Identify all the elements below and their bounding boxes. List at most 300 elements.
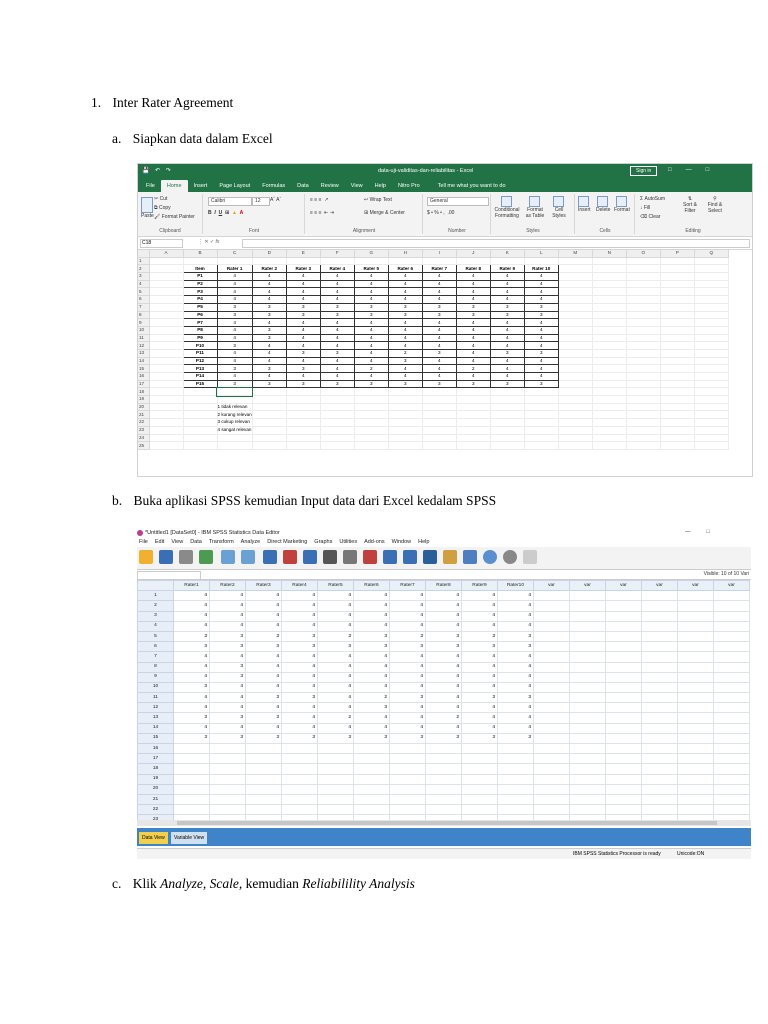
- data-cell[interactable]: 4: [426, 662, 462, 672]
- sheet-cell[interactable]: [660, 273, 694, 281]
- sheet-cell[interactable]: 4: [422, 280, 456, 288]
- data-cell[interactable]: [714, 662, 750, 672]
- sheet-cell[interactable]: Rater 1: [217, 265, 252, 273]
- data-cell[interactable]: [498, 744, 534, 754]
- data-cell[interactable]: [498, 764, 534, 774]
- data-cell[interactable]: 4: [318, 693, 354, 703]
- sheet-cell[interactable]: [660, 419, 694, 427]
- sheet-cell[interactable]: [694, 396, 728, 404]
- sheet-cell[interactable]: Rater 4: [320, 265, 354, 273]
- spss-menu-help[interactable]: Help: [418, 539, 430, 545]
- data-cell[interactable]: 4: [354, 601, 390, 611]
- sheet-cell[interactable]: 4: [524, 334, 558, 342]
- data-cell[interactable]: 3: [210, 672, 246, 682]
- sheet-cell[interactable]: P2: [183, 280, 217, 288]
- data-cell[interactable]: [570, 693, 606, 703]
- data-cell[interactable]: [570, 652, 606, 662]
- row-header[interactable]: 9: [138, 319, 149, 327]
- data-cell[interactable]: [210, 805, 246, 815]
- spss-menu-edit[interactable]: Edit: [154, 539, 165, 545]
- data-cell[interactable]: [714, 703, 750, 713]
- data-cell[interactable]: 4: [174, 601, 210, 611]
- insert-variable-icon[interactable]: [383, 550, 397, 564]
- data-cell[interactable]: [534, 764, 570, 774]
- sheet-cell[interactable]: 4: [320, 334, 354, 342]
- sheet-cell[interactable]: [558, 273, 592, 281]
- grid-corner[interactable]: [138, 581, 174, 591]
- data-cell[interactable]: [210, 784, 246, 794]
- sheet-cell[interactable]: [660, 365, 694, 373]
- data-cell[interactable]: [534, 652, 570, 662]
- save-icon[interactable]: [159, 550, 173, 564]
- data-cell[interactable]: [606, 591, 642, 601]
- sheet-cell[interactable]: [694, 380, 728, 388]
- sheet-cell[interactable]: 4: [490, 342, 524, 350]
- sheet-cell[interactable]: [558, 342, 592, 350]
- data-cell[interactable]: [714, 621, 750, 631]
- sheet-cell[interactable]: [592, 434, 626, 442]
- variable-column-header[interactable]: var: [714, 581, 750, 591]
- data-cell[interactable]: 4: [282, 713, 318, 723]
- sheet-cell[interactable]: 4: [422, 273, 456, 281]
- sheet-cell[interactable]: [490, 411, 524, 419]
- data-cell[interactable]: [678, 601, 714, 611]
- case-number[interactable]: 15: [138, 733, 174, 743]
- sheet-cell[interactable]: [320, 419, 354, 427]
- sheet-cell[interactable]: 3: [524, 303, 558, 311]
- sheet-cell[interactable]: 4: [354, 273, 388, 281]
- split-file-icon[interactable]: [403, 550, 417, 564]
- data-cell[interactable]: [678, 652, 714, 662]
- sheet-cell[interactable]: 4: [490, 357, 524, 365]
- data-cell[interactable]: 3: [174, 682, 210, 692]
- data-cell[interactable]: 3: [174, 631, 210, 641]
- sheet-cell[interactable]: [592, 280, 626, 288]
- sheet-cell[interactable]: [558, 411, 592, 419]
- sheet-cell[interactable]: [592, 365, 626, 373]
- column-header[interactable]: O: [626, 250, 660, 257]
- sheet-cell[interactable]: 3: [217, 311, 252, 319]
- sheet-cell[interactable]: [149, 442, 183, 450]
- sheet-cell[interactable]: 4: [354, 349, 388, 357]
- data-cell[interactable]: 4: [390, 621, 426, 631]
- align-top-icons[interactable]: ≡ ≡ ≡ ↗: [310, 197, 329, 203]
- sheet-cell[interactable]: [694, 426, 728, 434]
- data-cell[interactable]: 4: [246, 591, 282, 601]
- data-cell[interactable]: [390, 764, 426, 774]
- sheet-cell[interactable]: [524, 403, 558, 411]
- data-cell[interactable]: [534, 672, 570, 682]
- sheet-cell[interactable]: P12: [183, 357, 217, 365]
- spss-menu-data[interactable]: Data: [190, 539, 202, 545]
- data-cell[interactable]: [174, 774, 210, 784]
- data-cell[interactable]: [390, 774, 426, 784]
- sheet-cell[interactable]: 4: [217, 357, 252, 365]
- sheet-cell[interactable]: [558, 334, 592, 342]
- sheet-cell[interactable]: 4: [456, 288, 490, 296]
- sheet-cell[interactable]: [490, 388, 524, 396]
- case-number[interactable]: 3: [138, 611, 174, 621]
- excel-tab-home[interactable]: Home: [161, 180, 188, 192]
- sheet-cell[interactable]: 3: [286, 365, 320, 373]
- delete-cells-button[interactable]: Delete: [596, 196, 610, 213]
- data-cell[interactable]: 4: [318, 621, 354, 631]
- sheet-cell[interactable]: [149, 403, 183, 411]
- data-cell[interactable]: [714, 784, 750, 794]
- data-cell[interactable]: [714, 713, 750, 723]
- data-cell[interactable]: [606, 682, 642, 692]
- sheet-cell[interactable]: [456, 434, 490, 442]
- sheet-cell[interactable]: [626, 280, 660, 288]
- sheet-cell[interactable]: 4: [252, 349, 286, 357]
- sheet-cell[interactable]: 3: [286, 349, 320, 357]
- row-header[interactable]: 24: [138, 434, 149, 442]
- data-cell[interactable]: [282, 794, 318, 804]
- sheet-cell[interactable]: [456, 442, 490, 450]
- sheet-cell[interactable]: [354, 403, 388, 411]
- data-cell[interactable]: [714, 794, 750, 804]
- data-cell[interactable]: 4: [354, 591, 390, 601]
- row-header[interactable]: 3: [138, 273, 149, 281]
- sheet-cell[interactable]: 4: [252, 319, 286, 327]
- formula-input[interactable]: [242, 239, 750, 248]
- sheet-cell[interactable]: [558, 403, 592, 411]
- sheet-cell[interactable]: [183, 419, 217, 427]
- sheet-cell[interactable]: 4: [524, 319, 558, 327]
- column-header[interactable]: I: [422, 250, 456, 257]
- data-cell[interactable]: 4: [318, 591, 354, 601]
- data-cell[interactable]: [462, 805, 498, 815]
- sheet-cell[interactable]: 4: [286, 288, 320, 296]
- sheet-cell[interactable]: 4: [286, 342, 320, 350]
- sheet-cell[interactable]: 4: [252, 373, 286, 381]
- data-cell[interactable]: [570, 754, 606, 764]
- variable-column-header[interactable]: var: [678, 581, 714, 591]
- data-cell[interactable]: [570, 682, 606, 692]
- data-cell[interactable]: [570, 611, 606, 621]
- sheet-cell[interactable]: [524, 388, 558, 396]
- sheet-cell[interactable]: P4: [183, 296, 217, 304]
- data-cell[interactable]: [426, 794, 462, 804]
- data-cell[interactable]: [246, 744, 282, 754]
- sheet-cell[interactable]: 3: [320, 349, 354, 357]
- data-cell[interactable]: 3: [246, 733, 282, 743]
- sheet-cell[interactable]: [694, 334, 728, 342]
- row-header[interactable]: 25: [138, 442, 149, 450]
- sheet-cell[interactable]: [626, 342, 660, 350]
- sheet-cell[interactable]: [694, 296, 728, 304]
- sheet-cell[interactable]: 4: [354, 357, 388, 365]
- data-cell[interactable]: [678, 754, 714, 764]
- data-cell[interactable]: [642, 774, 678, 784]
- data-cell[interactable]: 4: [498, 723, 534, 733]
- sheet-cell[interactable]: [320, 257, 354, 265]
- row-header[interactable]: 10: [138, 326, 149, 334]
- case-number[interactable]: 16: [138, 744, 174, 754]
- sheet-cell[interactable]: 3: [524, 380, 558, 388]
- data-cell[interactable]: [318, 744, 354, 754]
- spss-menu-utilities[interactable]: Utilities: [339, 539, 358, 545]
- data-cell[interactable]: [462, 784, 498, 794]
- sheet-cell[interactable]: 4: [354, 288, 388, 296]
- column-header[interactable]: E: [286, 250, 320, 257]
- number-format-icons[interactable]: $ • % • , .00: [427, 210, 455, 216]
- data-cell[interactable]: 4: [426, 621, 462, 631]
- data-cell[interactable]: [282, 774, 318, 784]
- sheet-cell[interactable]: Item: [183, 265, 217, 273]
- data-cell[interactable]: [534, 794, 570, 804]
- sheet-cell[interactable]: [354, 442, 388, 450]
- sheet-cell[interactable]: [456, 257, 490, 265]
- sheet-cell[interactable]: 4: [217, 280, 252, 288]
- case-number[interactable]: 8: [138, 662, 174, 672]
- column-header[interactable]: G: [354, 250, 388, 257]
- data-cell[interactable]: 4: [246, 662, 282, 672]
- row-header[interactable]: 14: [138, 357, 149, 365]
- spss-menu-analyze[interactable]: Analyze: [240, 539, 261, 545]
- data-cell[interactable]: [678, 805, 714, 815]
- data-cell[interactable]: [606, 672, 642, 682]
- variable-column-header[interactable]: var: [534, 581, 570, 591]
- data-cell[interactable]: 3: [426, 642, 462, 652]
- data-cell[interactable]: [534, 631, 570, 641]
- sheet-cell[interactable]: [422, 419, 456, 427]
- sheet-cell[interactable]: [524, 257, 558, 265]
- excel-tab-help[interactable]: Help: [374, 183, 386, 189]
- data-cell[interactable]: [498, 794, 534, 804]
- sheet-cell[interactable]: 4: [456, 349, 490, 357]
- scrollbar-thumb[interactable]: [177, 821, 717, 825]
- sheet-cell[interactable]: 3: [286, 311, 320, 319]
- data-cell[interactable]: [714, 774, 750, 784]
- sheet-cell[interactable]: [626, 388, 660, 396]
- data-cell[interactable]: [606, 642, 642, 652]
- sheet-cell[interactable]: [660, 342, 694, 350]
- data-cell[interactable]: 3: [174, 642, 210, 652]
- excel-tab-insert[interactable]: Insert: [193, 183, 208, 189]
- sheet-cell[interactable]: 4: [524, 273, 558, 281]
- data-cell[interactable]: [318, 805, 354, 815]
- data-cell[interactable]: 4: [318, 703, 354, 713]
- data-cell[interactable]: [606, 652, 642, 662]
- cell-styles-button[interactable]: Cell Styles: [550, 196, 568, 219]
- open-folder-icon[interactable]: [139, 550, 153, 564]
- sheet-cell[interactable]: [252, 403, 286, 411]
- data-cell[interactable]: [714, 682, 750, 692]
- sheet-cell[interactable]: 4: [388, 326, 422, 334]
- data-cell[interactable]: [642, 733, 678, 743]
- sheet-cell[interactable]: 4: [320, 273, 354, 281]
- sheet-cell[interactable]: [592, 373, 626, 381]
- data-cell[interactable]: [534, 621, 570, 631]
- sheet-cell[interactable]: [626, 296, 660, 304]
- data-cell[interactable]: 3: [318, 631, 354, 641]
- column-header[interactable]: P: [660, 250, 694, 257]
- sheet-cell[interactable]: P1: [183, 273, 217, 281]
- sheet-cell[interactable]: 4: [524, 373, 558, 381]
- data-cell[interactable]: 4: [390, 601, 426, 611]
- sheet-cell[interactable]: [422, 434, 456, 442]
- sheet-cell[interactable]: Rater 8: [456, 265, 490, 273]
- data-cell[interactable]: [570, 713, 606, 723]
- data-cell[interactable]: 4: [282, 652, 318, 662]
- data-cell[interactable]: [714, 805, 750, 815]
- sheet-cell[interactable]: 3: [354, 380, 388, 388]
- sheet-cell[interactable]: 3: [456, 380, 490, 388]
- sheet-cell[interactable]: [149, 342, 183, 350]
- data-cell[interactable]: [354, 744, 390, 754]
- data-cell[interactable]: [534, 713, 570, 723]
- sheet-cell[interactable]: [456, 411, 490, 419]
- sheet-cell[interactable]: [592, 411, 626, 419]
- data-cell[interactable]: 4: [462, 611, 498, 621]
- data-cell[interactable]: [642, 591, 678, 601]
- variable-column-header[interactable]: Rater1: [174, 581, 210, 591]
- sheet-cell[interactable]: 4: [422, 365, 456, 373]
- sheet-cell[interactable]: 4: [217, 334, 252, 342]
- data-cell[interactable]: 3: [246, 631, 282, 641]
- data-cell[interactable]: [246, 764, 282, 774]
- font-name-select[interactable]: Calibri: [208, 197, 252, 206]
- data-cell[interactable]: [246, 784, 282, 794]
- sheet-cell[interactable]: [558, 357, 592, 365]
- data-cell[interactable]: [642, 611, 678, 621]
- spss-menu-graphs[interactable]: Graphs: [314, 539, 333, 545]
- sheet-cell[interactable]: 4: [524, 280, 558, 288]
- data-cell[interactable]: 3: [498, 733, 534, 743]
- data-cell[interactable]: 3: [246, 713, 282, 723]
- sheet-cell[interactable]: 4: [456, 326, 490, 334]
- sheet-cell[interactable]: 3: [252, 380, 286, 388]
- sheet-cell[interactable]: [660, 426, 694, 434]
- sheet-cell[interactable]: 3: [252, 311, 286, 319]
- row-header[interactable]: 5: [138, 288, 149, 296]
- paste-button[interactable]: Paste: [141, 197, 154, 219]
- data-cell[interactable]: [678, 631, 714, 641]
- sheet-cell[interactable]: P5: [183, 303, 217, 311]
- data-cell[interactable]: [678, 744, 714, 754]
- sheet-cell[interactable]: [592, 273, 626, 281]
- case-number[interactable]: 6: [138, 642, 174, 652]
- sheet-cell[interactable]: [490, 396, 524, 404]
- sheet-cell[interactable]: [149, 273, 183, 281]
- sheet-cell[interactable]: [286, 419, 320, 427]
- sheet-cell[interactable]: 4: [217, 326, 252, 334]
- data-cell[interactable]: [174, 805, 210, 815]
- data-cell[interactable]: 4: [426, 591, 462, 601]
- column-header[interactable]: H: [388, 250, 422, 257]
- data-cell[interactable]: 4: [354, 621, 390, 631]
- find-icon[interactable]: [343, 550, 357, 564]
- data-cell[interactable]: 4: [426, 611, 462, 621]
- data-cell[interactable]: 4: [390, 703, 426, 713]
- data-cell[interactable]: [642, 631, 678, 641]
- sheet-cell[interactable]: 4: [456, 373, 490, 381]
- sheet-cell[interactable]: [149, 319, 183, 327]
- variable-column-header[interactable]: Rater9: [462, 581, 498, 591]
- data-cell[interactable]: 4: [246, 621, 282, 631]
- data-cell[interactable]: [174, 764, 210, 774]
- sheet-cell[interactable]: [694, 288, 728, 296]
- data-cell[interactable]: [714, 744, 750, 754]
- insert-cases-icon[interactable]: [363, 550, 377, 564]
- sheet-cell[interactable]: [558, 373, 592, 381]
- case-number[interactable]: 7: [138, 652, 174, 662]
- sheet-cell[interactable]: 3: [320, 380, 354, 388]
- sheet-cell[interactable]: [592, 311, 626, 319]
- data-cell[interactable]: [390, 744, 426, 754]
- data-cell[interactable]: [606, 621, 642, 631]
- wrap-text-button[interactable]: ↩ Wrap Text: [364, 197, 392, 203]
- data-cell[interactable]: 4: [498, 601, 534, 611]
- sheet-cell[interactable]: [592, 442, 626, 450]
- sheet-cell[interactable]: 4: [286, 373, 320, 381]
- data-cell[interactable]: 4: [390, 682, 426, 692]
- variable-column-header[interactable]: Rater10: [498, 581, 534, 591]
- sheet-cell[interactable]: [558, 319, 592, 327]
- data-cell[interactable]: [678, 693, 714, 703]
- data-cell[interactable]: 4: [498, 611, 534, 621]
- sheet-cell[interactable]: [149, 288, 183, 296]
- sheet-cell[interactable]: [626, 273, 660, 281]
- variable-column-header[interactable]: Rater5: [318, 581, 354, 591]
- sheet-cell[interactable]: [626, 288, 660, 296]
- column-header[interactable]: C: [217, 250, 252, 257]
- sheet-cell[interactable]: 4: [217, 373, 252, 381]
- sheet-cell[interactable]: [694, 265, 728, 273]
- data-cell[interactable]: 3: [354, 703, 390, 713]
- redo-icon[interactable]: [241, 550, 255, 564]
- sheet-cell[interactable]: 4: [388, 280, 422, 288]
- sheet-cell[interactable]: [558, 265, 592, 273]
- sheet-cell[interactable]: [320, 388, 354, 396]
- data-cell[interactable]: [282, 754, 318, 764]
- sheet-cell[interactable]: 4: [524, 357, 558, 365]
- sheet-cell[interactable]: 4: [456, 319, 490, 327]
- use-sets-icon[interactable]: [483, 550, 497, 564]
- sheet-cell[interactable]: 3: [217, 365, 252, 373]
- sheet-cell[interactable]: 3: [524, 311, 558, 319]
- data-cell[interactable]: 4: [210, 693, 246, 703]
- data-cell[interactable]: [498, 805, 534, 815]
- sheet-cell[interactable]: [286, 426, 320, 434]
- sheet-cell[interactable]: [592, 426, 626, 434]
- data-cell[interactable]: [282, 744, 318, 754]
- sheet-cell[interactable]: 3: [286, 303, 320, 311]
- sheet-cell[interactable]: [354, 396, 388, 404]
- sheet-cell[interactable]: 4: [286, 296, 320, 304]
- data-cell[interactable]: [714, 672, 750, 682]
- data-cell[interactable]: [678, 764, 714, 774]
- sheet-cell[interactable]: [626, 396, 660, 404]
- sheet-cell[interactable]: 4: [286, 334, 320, 342]
- data-cell[interactable]: [570, 764, 606, 774]
- sheet-cell[interactable]: 4: [286, 357, 320, 365]
- variable-column-header[interactable]: var: [606, 581, 642, 591]
- sheet-cell[interactable]: [217, 257, 252, 265]
- data-cell[interactable]: [714, 754, 750, 764]
- sheet-cell[interactable]: P6: [183, 311, 217, 319]
- sheet-cell[interactable]: P3: [183, 288, 217, 296]
- sheet-cell[interactable]: [490, 442, 524, 450]
- select-all-corner[interactable]: [138, 250, 149, 257]
- data-cell[interactable]: 3: [426, 631, 462, 641]
- sheet-cell[interactable]: [252, 396, 286, 404]
- sheet-cell[interactable]: 4: [422, 296, 456, 304]
- sheet-cell[interactable]: Rater 10: [524, 265, 558, 273]
- data-cell[interactable]: 4: [282, 601, 318, 611]
- sheet-cell[interactable]: 4: [252, 357, 286, 365]
